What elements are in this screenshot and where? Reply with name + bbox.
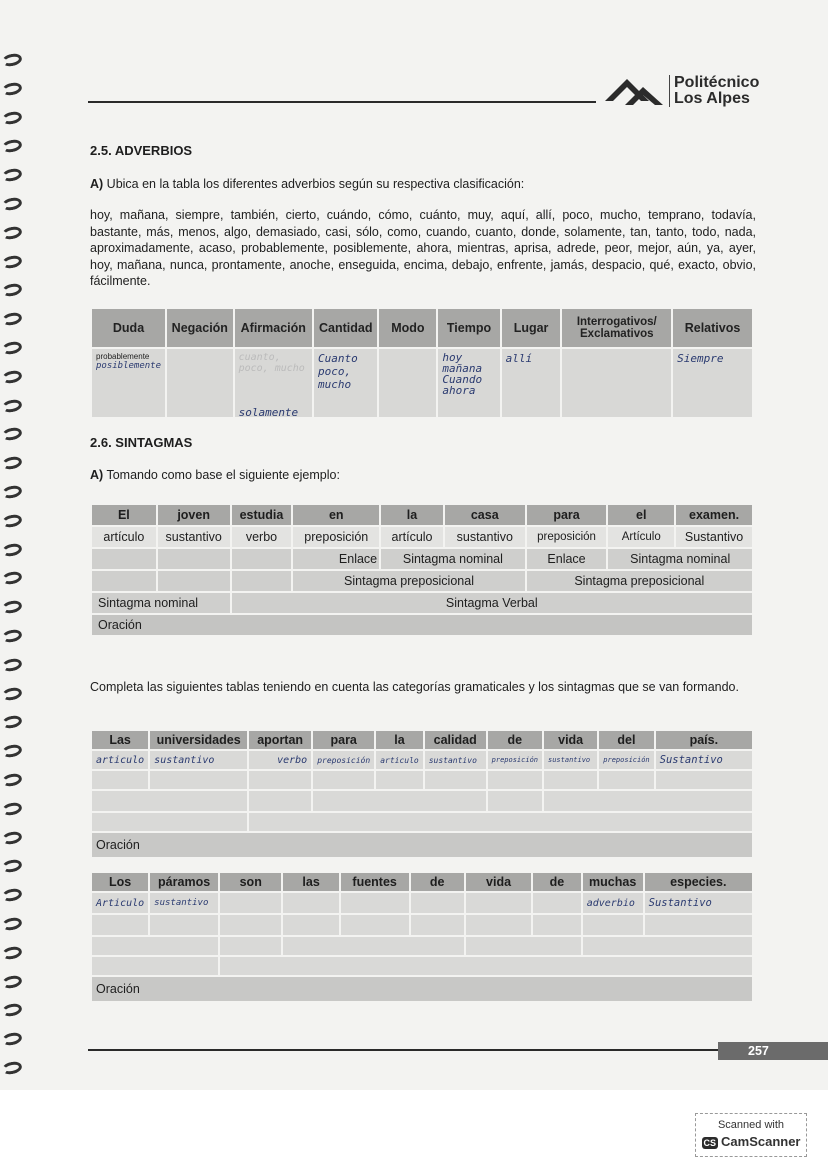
answer-cell[interactable]: articulo (91, 750, 149, 770)
cell-relativos: Siempre (672, 348, 753, 418)
example-category: verbo (231, 526, 293, 548)
header-rule (88, 101, 596, 103)
exercise-word: fuentes (340, 872, 410, 892)
answer-cell[interactable] (340, 892, 410, 914)
spiral-ring (1, 340, 23, 356)
spiral-ring (1, 1060, 23, 1076)
spiral-ring (1, 657, 23, 673)
example-word: en (292, 504, 380, 526)
example-word: para (526, 504, 608, 526)
sintagma-verbal-cell: Sintagma Verbal (231, 592, 753, 614)
logo (605, 73, 765, 113)
answer-cell[interactable]: sustantivo (149, 892, 219, 914)
spiral-ring (1, 1002, 23, 1018)
example-category: artículo (91, 526, 157, 548)
sintagma-nominal-cell: Sintagma nominal (380, 548, 526, 570)
mountain-logo-icon (605, 75, 665, 109)
spiral-ring (1, 830, 23, 846)
exercise-word: son (219, 872, 282, 892)
example-word: el (607, 504, 675, 526)
col-tiempo: Tiempo (437, 308, 500, 348)
spiral-ring (1, 513, 23, 529)
cell-modo (378, 348, 437, 418)
example-category: preposición (526, 526, 608, 548)
spiral-ring (1, 628, 23, 644)
exercise-word: las (282, 872, 339, 892)
exercise-word: Las (91, 730, 149, 750)
col-modo: Modo (378, 308, 437, 348)
example-word: estudia (231, 504, 293, 526)
answer-cell[interactable]: articulo (375, 750, 424, 770)
col-interrogativos: Interrogativos/ Exclamativos (561, 308, 672, 348)
spiral-binding (0, 40, 26, 1080)
sintagma-preposicional-cell: Sintagma preposicional (292, 570, 525, 592)
enlace-cell: Enlace (292, 548, 380, 570)
logo-text: Politécnico Los Alpes (669, 75, 759, 107)
exercise-word: vida (543, 730, 598, 750)
cell-tiempo: hoy mañana Cuando ahora (437, 348, 500, 418)
section-heading-sintagmas: 2.6. SINTAGMAS (90, 435, 193, 450)
spiral-ring (1, 455, 23, 471)
answer-cell[interactable]: preposición (312, 750, 375, 770)
example-word: la (380, 504, 444, 526)
spiral-ring (1, 311, 23, 327)
spiral-ring (1, 916, 23, 932)
cell-lugar: allí (501, 348, 562, 418)
example-word: joven (157, 504, 231, 526)
enlace-cell: Enlace (526, 548, 608, 570)
sintagmas-instruction: A) Tomando como base el siguiente ejemplo: (90, 468, 340, 482)
spiral-ring (1, 686, 23, 702)
camscanner-badge: Scanned with CS CamScanner (695, 1113, 807, 1157)
col-afirmacion: Afirmación (234, 308, 313, 348)
spiral-ring (1, 225, 23, 241)
spiral-ring (1, 974, 23, 990)
spiral-ring (1, 570, 23, 586)
spiral-ring (1, 138, 23, 154)
answer-cell[interactable]: preposición (598, 750, 654, 770)
spiral-ring (1, 801, 23, 817)
answer-cell[interactable] (465, 892, 532, 914)
example-category: sustantivo (157, 526, 231, 548)
cell-duda: probablemente posiblemente (91, 348, 166, 418)
exercise-word: para (312, 730, 375, 750)
cell-cantidad: Cuanto poco, mucho (313, 348, 379, 418)
footer-rule (88, 1049, 718, 1051)
camscanner-brand: CamScanner (721, 1134, 801, 1149)
spiral-ring (1, 52, 23, 68)
sintagma-nominal-subject: Sintagma nominal (91, 592, 231, 614)
answer-cell[interactable]: Sustantivo (644, 892, 753, 914)
spiral-ring (1, 369, 23, 385)
exercise-word: muchas (582, 872, 644, 892)
spiral-ring (1, 714, 23, 730)
adverb-word-list: hoy, mañana, siempre, también, cierto, cuándo, cómo, cuánto, muy, aquí, allí, poco, mucho, temprano, todavía, bastante, más, menos, algo, demasiado, casi, sólo, como, cuando, cuanto, donde, solamente, tan, tanto, todo, nada, aproximadamente, acaso, probablemente, posiblemente, ahora, mientras, aprisa, adrede, peor, mejor, aún, ya, ayer, hoy, mañana, nunca, prontamente, anoche, enseguida, encima, debajo, enfrente, jamás, despacio, qué, exacto, obvio, fácilmente. (90, 208, 756, 288)
spiral-ring (1, 110, 23, 126)
complete-instruction: Completa las siguientes tablas teniendo en cuenta las categorías gramaticales y los sintagmas que se van formando. (90, 680, 739, 694)
example-category: preposición (292, 526, 380, 548)
col-cantidad: Cantidad (313, 308, 379, 348)
answer-cell[interactable] (532, 892, 582, 914)
adverbios-instruction: A) Ubica en la tabla los diferentes adverbios según su respectiva clasificación: (90, 177, 525, 191)
exercise-word: del (598, 730, 654, 750)
exercise-word: especies. (644, 872, 753, 892)
spiral-ring (1, 743, 23, 759)
exercise-word: país. (655, 730, 753, 750)
answer-cell[interactable] (282, 892, 339, 914)
oracion-row: Oración (91, 832, 753, 858)
col-lugar: Lugar (501, 308, 562, 348)
spiral-ring (1, 167, 23, 183)
example-word: El (91, 504, 157, 526)
spiral-ring (1, 542, 23, 558)
oracion-row: Oración (91, 614, 753, 636)
cell-negacion (166, 348, 234, 418)
spiral-ring (1, 772, 23, 788)
cell-afirmacion: cuanto, poco, mucho solamente (234, 348, 313, 418)
spiral-ring (1, 81, 23, 97)
spiral-ring (1, 398, 23, 414)
section-heading-adverbios: 2.5. ADVERBIOS (90, 143, 193, 158)
col-negacion: Negación (166, 308, 234, 348)
example-category: artículo (380, 526, 444, 548)
example-category: sustantivo (444, 526, 526, 548)
exercise-table-b (90, 871, 754, 1003)
exercise-word: Los (91, 872, 149, 892)
answer-cell[interactable]: Articulo (91, 892, 149, 914)
spiral-ring (1, 426, 23, 442)
spiral-ring (1, 599, 23, 615)
camscanner-icon: CS (703, 1138, 717, 1148)
answer-cell[interactable]: sustantivo (149, 750, 248, 770)
col-duda: Duda (91, 308, 166, 348)
exercise-word: calidad (424, 730, 487, 750)
example-sintagma-table (90, 503, 754, 637)
exercise-word: de (410, 872, 465, 892)
exercise-word: de (487, 730, 543, 750)
spiral-ring (1, 254, 23, 270)
spiral-ring (1, 887, 23, 903)
oracion-row: Oración (91, 976, 753, 1002)
example-category: Artículo (607, 526, 675, 548)
page-number: 257 (718, 1042, 828, 1060)
spiral-ring (1, 484, 23, 500)
answer-cell[interactable]: sustantivo (424, 750, 487, 770)
answer-cell[interactable]: adverbio (582, 892, 644, 914)
exercise-word: aportan (248, 730, 312, 750)
spiral-ring (1, 858, 23, 874)
adverbios-table (90, 307, 754, 419)
spiral-ring (1, 196, 23, 212)
exercise-word: universidades (149, 730, 248, 750)
spiral-ring (1, 282, 23, 298)
col-relativos: Relativos (672, 308, 753, 348)
example-word: examen. (675, 504, 753, 526)
answer-cell[interactable]: sustantivo (543, 750, 598, 770)
spiral-ring (1, 1031, 23, 1047)
sintagma-nominal-cell: Sintagma nominal (607, 548, 753, 570)
example-word: casa (444, 504, 526, 526)
answer-cell[interactable] (410, 892, 465, 914)
exercise-word: vida (465, 872, 532, 892)
spiral-ring (1, 945, 23, 961)
exercise-word: páramos (149, 872, 219, 892)
exercise-table-a (90, 729, 754, 859)
answer-cell[interactable]: Sustantivo (655, 750, 753, 770)
cell-interrogativos (561, 348, 672, 418)
answer-cell[interactable]: preposición (487, 750, 543, 770)
sintagma-preposicional-cell: Sintagma preposicional (526, 570, 753, 592)
example-category: Sustantivo (675, 526, 753, 548)
answer-cell[interactable] (219, 892, 282, 914)
exercise-word: la (375, 730, 424, 750)
exercise-word: de (532, 872, 582, 892)
answer-cell[interactable]: verbo (248, 750, 312, 770)
